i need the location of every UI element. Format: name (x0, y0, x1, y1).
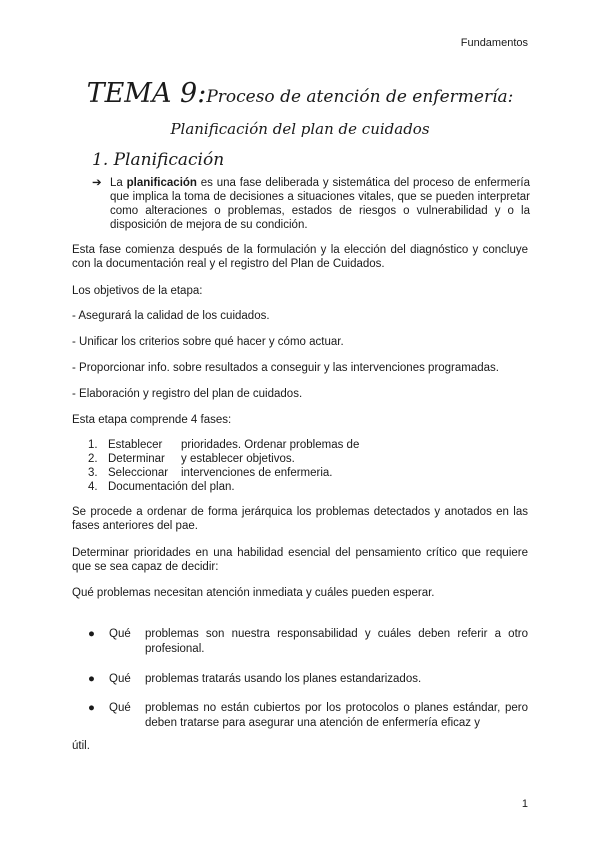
list-desc: prioridades. Ordenar problemas de (181, 439, 360, 451)
paragraph-7: Esta etapa comprende 4 fases: (72, 414, 232, 426)
list-number: 4. (88, 481, 98, 493)
title-rest: Proceso de atención de enfermería: (206, 87, 514, 107)
bullet-icon: ● (88, 673, 95, 685)
paragraph-3: - Asegurará la calidad de los cuidados. (72, 310, 270, 322)
list-term: Documentación del plan. (108, 481, 235, 493)
paragraph-9: Determinar prioridades en una habilidad esencial del pensamiento crítico que requiere que se sea capaz de decidir: (72, 547, 528, 573)
intro-paragraph (92, 176, 530, 232)
bullet-word: Qué (109, 628, 131, 640)
paragraph-8: Se procede a ordenar de forma jerárquica los problemas detectados y anotados en las fases anteriores del pae. (72, 506, 528, 532)
paragraph-2: Los objetivos de la etapa: (72, 285, 203, 297)
document-subtitle: Planificación del plan de cuidados (170, 120, 430, 138)
title-main: TEMA 9: (86, 78, 207, 109)
paragraph-5: - Proporcionar info. sobre resultados a conseguir y las intervenciones programadas. (72, 362, 499, 374)
list-number: 3. (88, 467, 98, 479)
intro-post: es una fase deliberada y sistemática del proceso de enfermería que implica la toma de decisiones a situaciones vitales, que se pueden interpretar como alteraciones o problemas, estados de riesgos o vulnerabilidad y o la disposición de mejora de su condición. (110, 177, 530, 231)
list-desc: y establecer objetivos. (181, 453, 295, 465)
bullet-text: problemas tratarás usando los planes estandarizados. (145, 673, 422, 685)
bullet-icon: ● (88, 702, 95, 714)
paragraph-6: - Elaboración y registro del plan de cuidados. (72, 388, 303, 400)
bullet-item (88, 672, 528, 687)
arrow-icon: ➔ (92, 177, 102, 189)
list-number: 2. (88, 453, 98, 465)
intro-pre: La (110, 177, 127, 189)
list-term: Establecer (108, 439, 163, 451)
page-number: 1 (521, 798, 528, 810)
intro-bold: planificación (126, 177, 197, 189)
bullet-word: Qué (109, 673, 131, 685)
document-title (0, 78, 600, 109)
list-item (88, 480, 359, 494)
bullet-item (88, 627, 528, 657)
page-header: Fundamentos (460, 37, 528, 49)
paragraph-10: Qué problemas necesitan atención inmediata y cuáles pueden esperar. (72, 587, 435, 599)
bullet-word: Qué (109, 702, 131, 714)
section-heading: 1. Planificación (92, 150, 225, 170)
list-term: Determinar (108, 453, 165, 465)
list-term: Seleccionar (108, 467, 169, 479)
paragraph-4: - Unificar los criterios sobre qué hacer y cómo actuar. (72, 336, 344, 348)
bullet-item (88, 701, 528, 731)
list-desc: intervenciones de enfermeria. (181, 467, 333, 479)
list-number: 1. (88, 439, 98, 451)
bullet-icon: ● (88, 628, 95, 640)
paragraph-1: Esta fase comienza después de la formulación y la elección del diagnóstico y concluye con la documentación real y el registro del Plan de Cuidados. (72, 244, 528, 270)
bullet-text: problemas son nuestra responsabilidad y cuáles deben referir a otro profesional. (145, 628, 528, 655)
list-item (88, 452, 359, 466)
bullet-text: problemas no están cubiertos por los protocolos o planes estándar, pero deben tratarse para asegurar una atención de enfermería eficaz y (145, 702, 528, 729)
list-item (88, 466, 359, 480)
bullet-tail: útil. (72, 740, 90, 752)
phases-list (88, 438, 359, 494)
list-item (88, 438, 359, 452)
